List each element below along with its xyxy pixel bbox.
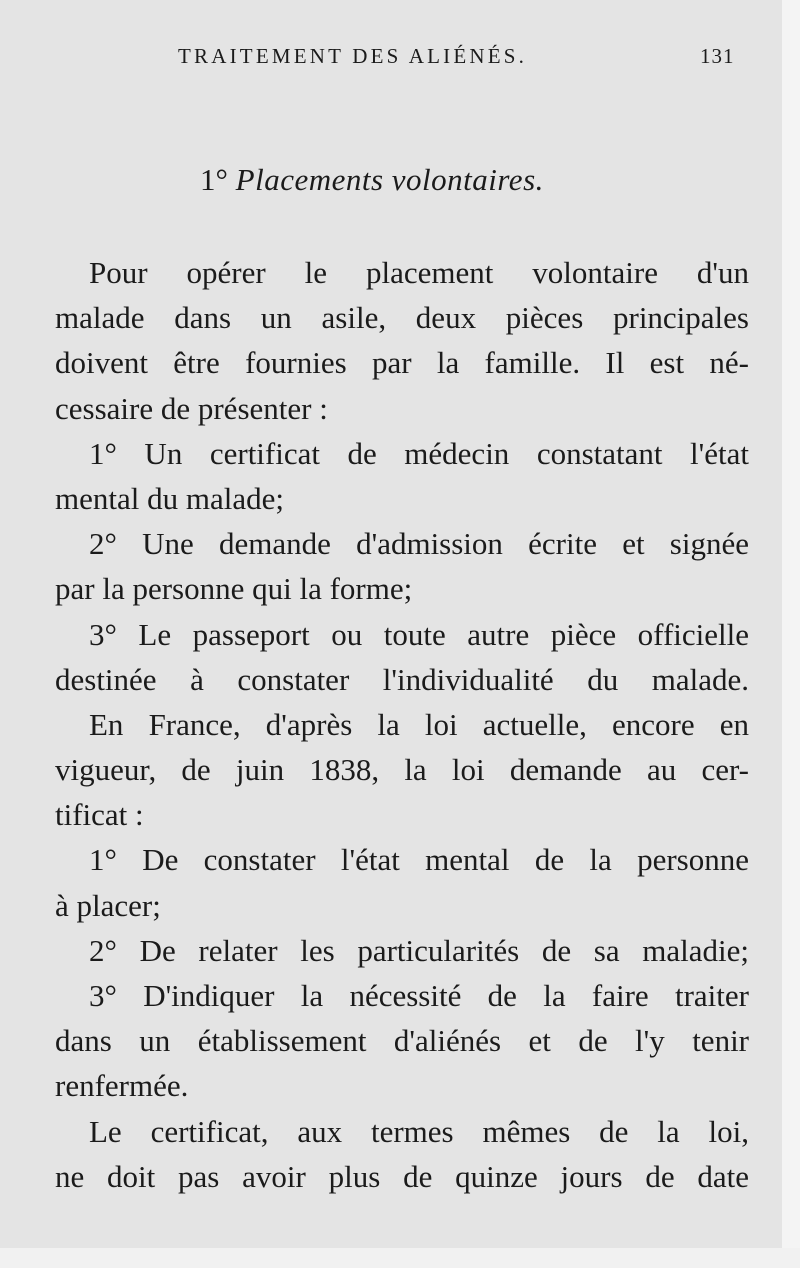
- text-line: doivent être fournies par la famille. Il est né-: [55, 345, 749, 381]
- text-line: 1° De constater l'état mental de la personne: [89, 842, 749, 878]
- text-line: renfermée.: [55, 1068, 189, 1104]
- section-heading: [200, 162, 544, 198]
- text-line: destinée à constater l'individualité du malade.: [55, 661, 749, 697]
- text-line: par la personne qui la forme;: [55, 571, 413, 607]
- text-line: Le certificat, aux termes mêmes de la loi,: [89, 1113, 749, 1149]
- text-line: Pour opérer le placement volontaire d'un: [89, 255, 749, 290]
- text-line: 3° Le passeport ou toute autre pièce officielle: [89, 616, 749, 652]
- text-line: dans un établissement d'aliénés et de l'y tenir: [55, 1023, 749, 1059]
- text-line: 2° Une demande d'admission écrite et signée: [89, 526, 749, 562]
- running-head: TRAITEMENT DES ALIÉNÉS.: [178, 44, 528, 68]
- text-line: 3° D'indiquer la nécessité de la faire traiter: [89, 978, 749, 1013]
- text-line: malade dans un asile, deux pièces principales: [55, 300, 749, 336]
- page-number: 131: [700, 44, 735, 68]
- section-title: Placements volontaires.: [235, 162, 544, 197]
- text-line: à placer;: [55, 887, 161, 923]
- text-line: 1° Un certificat de médecin constatant l'état: [89, 435, 749, 471]
- text-line: En France, d'après la loi actuelle, encore en: [89, 706, 749, 742]
- body-text: [55, 250, 749, 1199]
- section-number: 1°: [200, 162, 236, 197]
- text-line: mental du malade;: [55, 480, 284, 516]
- page-edge-bottom: [0, 1248, 800, 1268]
- text-line: ne doit pas avoir plus de quinze jours de date: [55, 1158, 749, 1194]
- text-line: 2° De relater les particularités de sa maladie;: [89, 932, 749, 968]
- text-line: cessaire de présenter :: [55, 390, 328, 426]
- text-line: tificat :: [55, 797, 144, 833]
- page-edge-right: [782, 0, 800, 1268]
- text-line: vigueur, de juin 1838, la loi demande au cer-: [55, 752, 749, 788]
